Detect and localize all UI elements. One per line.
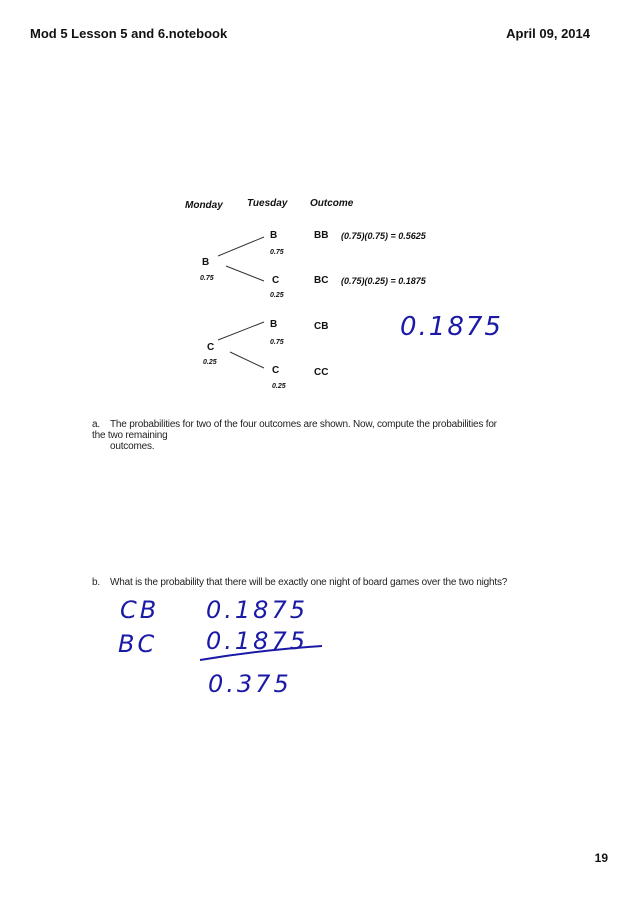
handwritten-total: 0.375	[208, 670, 292, 698]
prob-monday-b: 0.75	[200, 275, 214, 282]
question-a-line2: outcomes.	[110, 441, 155, 452]
prob-monday-c: 0.25	[203, 359, 217, 366]
outcome-bc-calc: (0.75)(0.25) = 0.1875	[341, 276, 426, 286]
prob-tuesday-c-2: 0.25	[272, 383, 286, 390]
page-date: April 09, 2014	[506, 26, 590, 41]
prob-tuesday-b-2: 0.75	[270, 339, 284, 346]
question-a-line1: The probabilities for two of the four outcomes are shown. Now, compute the probabilities for the two remaining	[92, 419, 497, 441]
outcome-bb: BB	[314, 230, 329, 241]
handwritten-row1-value: 0.1875	[206, 596, 308, 624]
node-tuesday-b-2: B	[270, 319, 278, 330]
prob-tuesday-b-1: 0.75	[270, 249, 284, 256]
handwritten-cb-answer: 0.1875	[400, 312, 503, 342]
page-number: 19	[594, 851, 608, 865]
outcome-cb: CB	[314, 321, 329, 332]
handwritten-row1-label: CB	[120, 596, 160, 624]
outcome-bc: BC	[314, 275, 329, 286]
question-b-letter: b.	[92, 577, 100, 588]
outcome-cc: CC	[314, 367, 329, 378]
column-header-tuesday: Tuesday	[247, 198, 288, 209]
handwritten-row2-label: BC	[118, 630, 158, 658]
question-a-letter: a.	[92, 419, 100, 430]
prob-tuesday-c-1: 0.25	[270, 292, 284, 299]
question-b-text: What is the probability that there will be exactly one night of board games over the two nights?	[110, 577, 508, 588]
notebook-title: Mod 5 Lesson 5 and 6.notebook	[30, 26, 228, 41]
column-header-outcome: Outcome	[310, 198, 354, 209]
handwritten-row2-value: 0.1875	[206, 627, 308, 655]
node-monday-b: B	[202, 257, 210, 268]
column-header-monday: Monday	[185, 200, 223, 211]
outcome-bb-calc: (0.75)(0.75) = 0.5625	[341, 231, 426, 241]
node-monday-c: C	[207, 342, 215, 353]
node-tuesday-c-2: C	[272, 365, 280, 376]
node-tuesday-b-1: B	[270, 230, 278, 241]
node-tuesday-c-1: C	[272, 275, 280, 286]
